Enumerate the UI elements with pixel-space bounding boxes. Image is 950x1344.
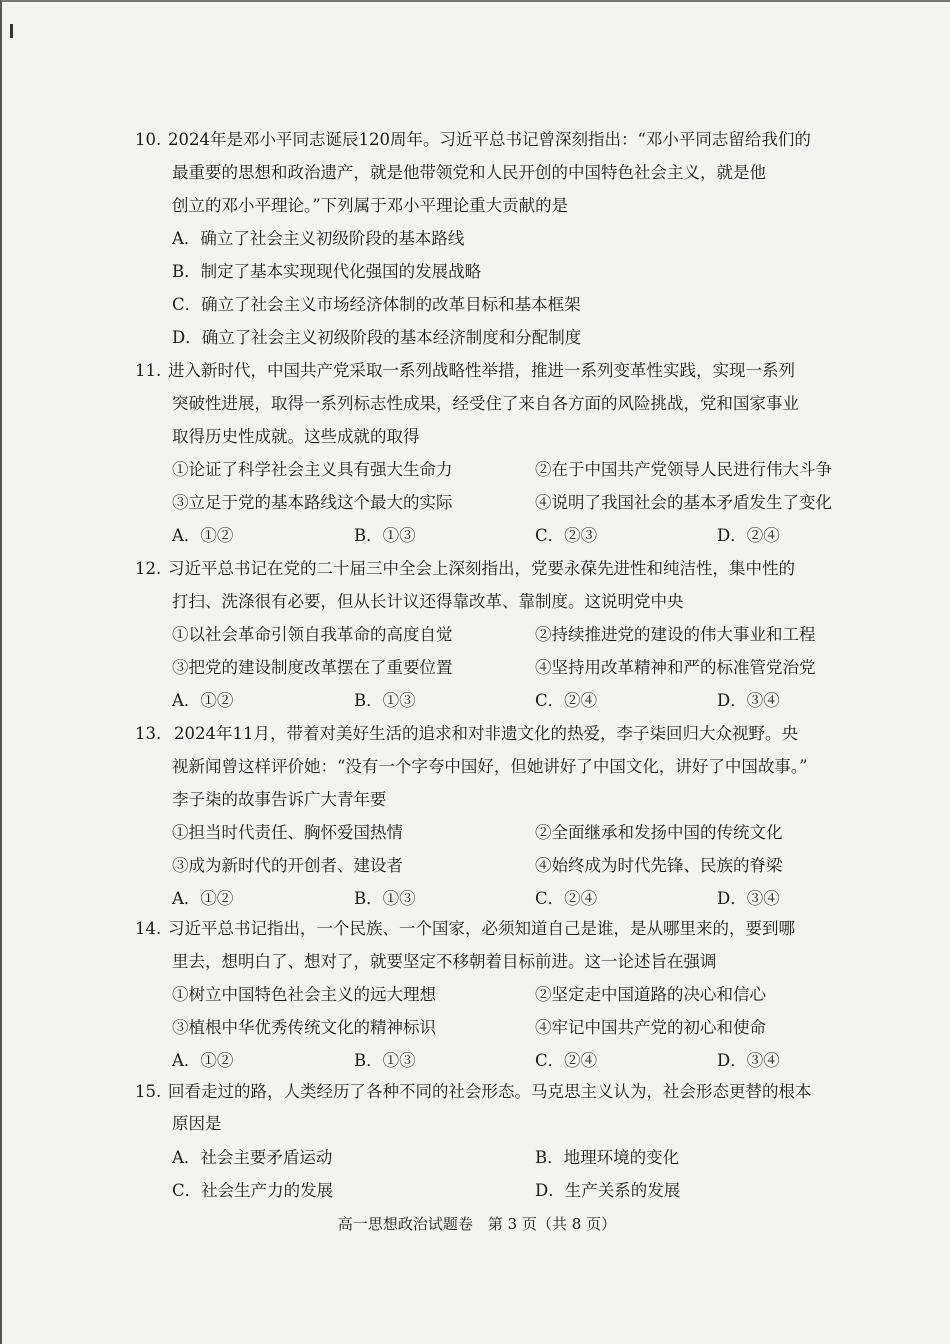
q10-stem-line-1: 2024年是邓小平同志诞辰120周年。习近平总书记曾深刻指出：“邓小平同志留给我们的 [168, 130, 811, 149]
q15-option-b: B．地理环境的变化 [535, 1148, 680, 1167]
q12-choice-a: A．①② [172, 691, 234, 710]
q14-choice-b: B．①③ [354, 1051, 416, 1070]
q12-choice-d: D．③④ [717, 691, 780, 710]
q13-statement-4: ④始终成为时代先锋、民族的脊梁 [535, 856, 783, 875]
q11-statement-4: ④说明了我国社会的基本矛盾发生了变化 [535, 493, 832, 512]
q10-stem-line-3: 创立的邓小平理论。”下列属于邓小平理论重大贡献的是 [172, 196, 569, 215]
q13-statement-2: ②全面继承和发扬中国的传统文化 [535, 823, 783, 842]
q15-option-c: C．社会生产力的发展 [172, 1181, 334, 1200]
q14-stem-line-2: 里去，想明白了、想对了，就要坚定不移朝着目标前进。这一论述旨在强调 [172, 952, 717, 971]
scan-mark [10, 24, 13, 38]
q15-stem-line-2: 原因是 [172, 1114, 222, 1133]
q13-choice-c: C．②④ [535, 889, 598, 908]
q10-number: 10. [135, 130, 162, 149]
q12-choice-b: B．①③ [354, 691, 416, 710]
q11-stem-line-2: 突破性进展，取得一系列标志性成果，经受住了来自各方面的风险挑战，党和国家事业 [172, 394, 799, 413]
q14-number: 14. [135, 919, 162, 938]
q13-statement-3: ③成为新时代的开创者、建设者 [172, 856, 403, 875]
q15-number: 15. [135, 1082, 162, 1101]
q14-statement-1: ①树立中国特色社会主义的远大理想 [172, 985, 436, 1004]
q10-stem-line-2: 最重要的思想和政治遗产，就是他带领党和人民开创的中国特色社会主义，就是他 [172, 163, 766, 182]
q11-statement-1: ①论证了科学社会主义具有强大生命力 [172, 460, 453, 479]
q11-statement-2: ②在于中国共产党领导人民进行伟大斗争 [535, 460, 832, 479]
q12-statement-4: ④坚持用改革精神和严的标准管党治党 [535, 658, 816, 677]
q12-stem-line-1: 习近平总书记在党的二十届三中全会上深刻指出，党要永葆先进性和纯洁性，集中性的 [168, 559, 795, 578]
q12-number: 12. [135, 559, 162, 578]
q11-stem-line-1: 进入新时代，中国共产党采取一系列战略性举措，推进一系列变革性实践，实现一系列 [168, 361, 795, 380]
q13-choice-b: B．①③ [354, 889, 416, 908]
q10-option-d: D．确立了社会主义初级阶段的基本经济制度和分配制度 [172, 328, 582, 347]
q15-option-d: D．生产关系的发展 [535, 1181, 681, 1200]
q14-choice-d: D．③④ [717, 1051, 780, 1070]
q14-choice-a: A．①② [172, 1051, 234, 1070]
q10-option-c: C．确立了社会主义市场经济体制的改革目标和基本框架 [172, 295, 581, 314]
q13-statement-1: ①担当时代责任、胸怀爱国热情 [172, 823, 403, 842]
q14-stem-line-1: 习近平总书记指出，一个民族、一个国家，必须知道自己是谁，是从哪里来的，要到哪 [168, 919, 795, 938]
q10-option-a: A．确立了社会主义初级阶段的基本路线 [172, 229, 465, 248]
q11-choice-a: A．①② [172, 526, 234, 545]
q13-stem-line-3: 李子柒的故事告诉广大青年要 [172, 790, 387, 809]
q12-statement-1: ①以社会革命引领自我革命的高度自觉 [172, 625, 453, 644]
q13-number: 13. [135, 724, 162, 743]
q15-option-a: A．社会主要矛盾运动 [172, 1148, 333, 1167]
q12-stem-line-2: 打扫、洗涤很有必要，但从长计议还得靠改革、靠制度。这说明党中央 [172, 592, 684, 611]
q11-number: 11. [135, 361, 162, 380]
q13-stem-line-2: 视新闻曾这样评价她：“没有一个字夸中国好，但她讲好了中国文化，讲好了中国故事。” [172, 757, 808, 776]
q11-choice-c: C．②③ [535, 526, 598, 545]
q11-choice-b: B．①③ [354, 526, 416, 545]
q13-choice-d: D．③④ [717, 889, 780, 908]
q15-stem-line-1: 回看走过的路，人类经历了各种不同的社会形态。马克思主义认为，社会形态更替的根本 [168, 1082, 812, 1101]
q11-statement-3: ③立足于党的基本路线这个最大的实际 [172, 493, 453, 512]
q11-stem-line-3: 取得历史性成就。这些成就的取得 [172, 427, 420, 446]
q12-statement-2: ②持续推进党的建设的伟大事业和工程 [535, 625, 816, 644]
q12-statement-3: ③把党的建设制度改革摆在了重要位置 [172, 658, 453, 677]
q13-choice-a: A．①② [172, 889, 234, 908]
q13-stem-line-1: 2024年11月，带着对美好生活的追求和对非遗文化的热爱，李子柒回归大众视野。央 [174, 724, 798, 743]
q14-choice-c: C．②④ [535, 1051, 598, 1070]
q14-statement-3: ③植根中华优秀传统文化的精神标识 [172, 1018, 436, 1037]
q14-statement-4: ④牢记中国共产党的初心和使命 [535, 1018, 766, 1037]
q11-choice-d: D．②④ [717, 526, 780, 545]
q10-option-b: B．制定了基本实现现代化强国的发展战略 [172, 262, 482, 281]
q12-choice-c: C．②④ [535, 691, 598, 710]
page-footer: 高一思想政治试题卷 第 3 页（共 8 页） [337, 1215, 617, 1233]
q14-statement-2: ②坚定走中国道路的决心和信心 [535, 985, 766, 1004]
